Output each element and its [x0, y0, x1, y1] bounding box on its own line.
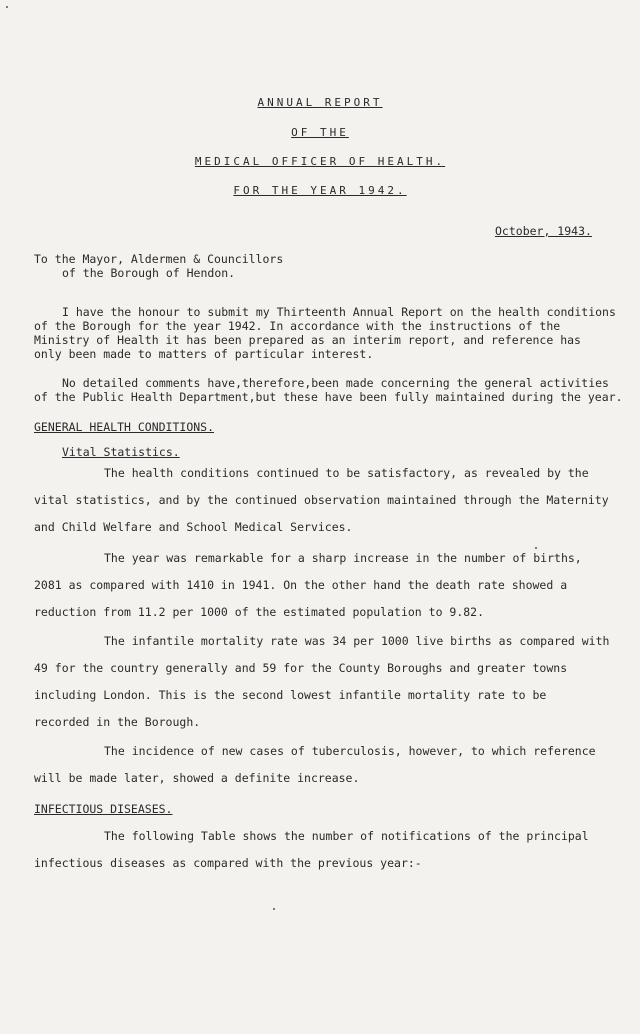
intro-para2-line1: No detailed comments have,therefore,been made concerning the general activities — [62, 376, 609, 390]
intro-para1-line2: of the Borough for the year 1942. In accordance with the instructions of the — [34, 319, 561, 333]
section-heading-infectious-diseases: INFECTIOUS DISEASES. — [34, 802, 173, 816]
vital-para1-line1: The health conditions continued to be satisfactory, as revealed by the — [104, 466, 589, 480]
vital-para3-line2: 49 for the country generally and 59 for the County Boroughs and greater towns — [34, 661, 568, 675]
intro-para1-line3: Ministry of Health it has been prepared as an interim report, and reference has — [34, 333, 581, 347]
report-date: October, 1943. — [495, 224, 592, 238]
vital-para3-line3: including London. This is the second lowest infantile mortality rate to be — [34, 688, 547, 702]
scan-speck — [273, 908, 275, 910]
vital-para2-line1: The year was remarkable for a sharp increase in the number of births, — [104, 551, 582, 565]
report-title-line2: OF THE — [291, 126, 349, 139]
vital-para4-line2: will be made later, showed a definite increase. — [34, 771, 360, 785]
address-line1: To the Mayor, Aldermen & Councillors — [34, 252, 284, 266]
vital-para1-line3: and Child Welfare and School Medical Services. — [34, 520, 353, 534]
section-heading-general-health: GENERAL HEALTH CONDITIONS. — [34, 420, 215, 434]
vital-para1-line2: vital statistics, and by the continued observation maintained through the Maternity — [34, 493, 609, 507]
vital-para3-line1: The infantile mortality rate was 34 per 1000 live births as compared with — [104, 634, 610, 648]
intro-para1-line1: I have the honour to submit my Thirteenth Annual Report on the health conditions — [62, 305, 616, 319]
report-title-line4: FOR THE YEAR 1942. — [233, 184, 407, 197]
subsection-heading-vital-statistics: Vital Statistics. — [62, 445, 180, 459]
scan-speck — [535, 547, 537, 549]
intro-para1-line4: only been made to matters of particular interest. — [34, 347, 374, 361]
scan-speck — [6, 6, 8, 8]
intro-para2-line2: of the Public Health Department,but these have been fully maintained during the year. — [34, 390, 623, 404]
report-title-line1: ANNUAL REPORT — [257, 96, 383, 109]
report-title-line3: MEDICAL OFFICER OF HEALTH. — [194, 155, 446, 168]
address-line2: of the Borough of Hendon. — [62, 266, 236, 280]
vital-para2-line3: reduction from 11.2 per 1000 of the estimated population to 9.82. — [34, 605, 485, 619]
vital-para2-line2: 2081 as compared with 1410 in 1941. On the other hand the death rate showed a — [34, 578, 568, 592]
infectious-para-line2: infectious diseases as compared with the previous year:- — [34, 856, 422, 870]
vital-para3-line4: recorded in the Borough. — [34, 715, 201, 729]
infectious-para-line1: The following Table shows the number of notifications of the principal — [104, 829, 589, 843]
vital-para4-line1: The incidence of new cases of tuberculosis, however, to which reference — [104, 744, 596, 758]
